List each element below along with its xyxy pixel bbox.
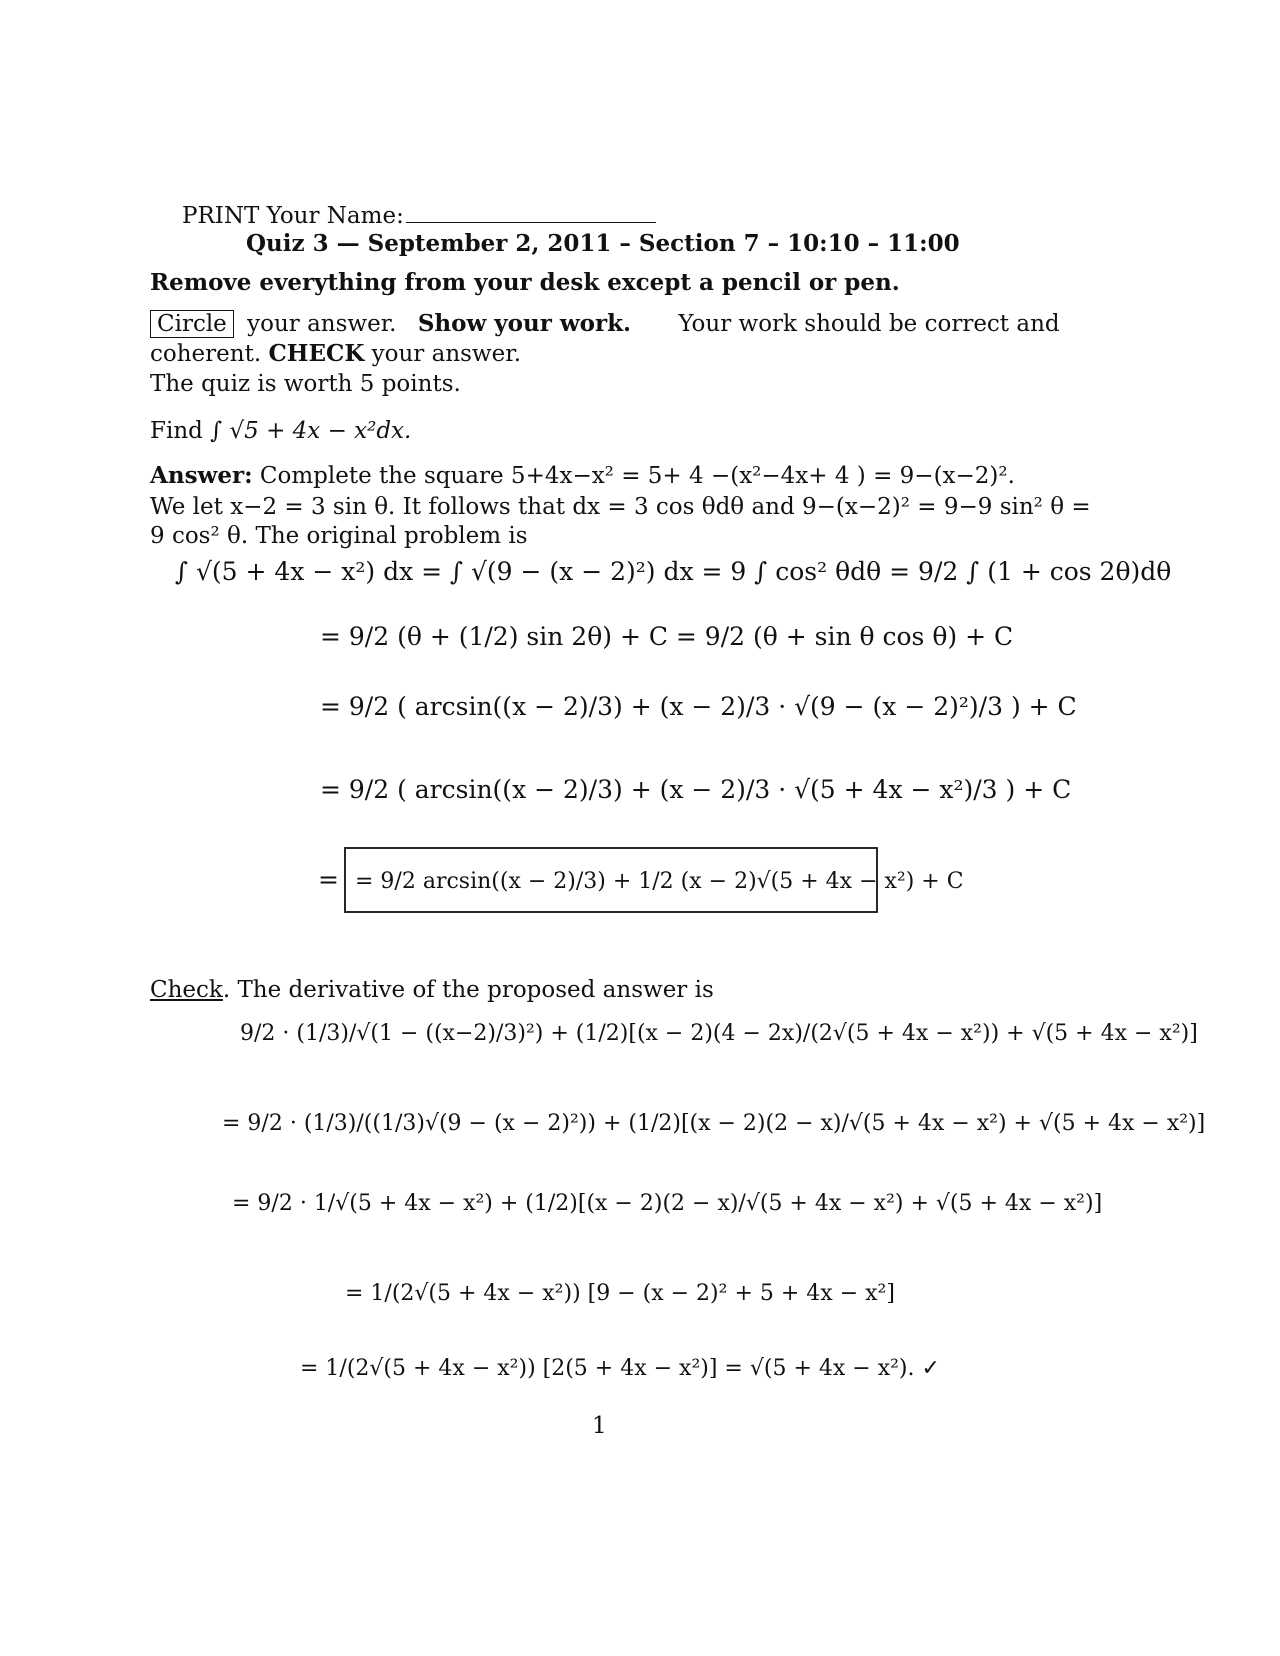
- answer-line-1: Answer: Complete the square 5+4x−x² = 5+ 4 −(x²−4x+ 4 ) = 9−(x−2)².: [150, 462, 1015, 489]
- answer-equation-4: = 9/2 ( arcsin((x − 2)/3) + (x − 2)/3 · √(5 + 4x − x²)/3 ) + C: [320, 775, 1072, 804]
- check-heading: Check. The derivative of the proposed answer is: [150, 977, 714, 1003]
- check-equation-2: = 9/2 · (1/3)/((1/3)√(9 − (x − 2)²)) + (1/2)[(x − 2)(2 − x)/√(5 + 4x − x²) + √(5 + 4x − x²)]: [222, 1111, 1206, 1136]
- check-label: Check: [150, 977, 223, 1003]
- final-answer: = 9/2 arcsin((x − 2)/3) + 1/2 (x − 2)√(5 + 4x − x²) + C: [355, 869, 964, 894]
- quiz-title: Quiz 3 — September 2, 2011 – Section 7 – 10:10 – 11:00: [246, 230, 960, 257]
- instruction-line-2: coherent. CHECK your answer.: [150, 340, 522, 367]
- answer-line-3: 9 cos² θ. The original problem is: [150, 523, 528, 549]
- check-equation-1: 9/2 · (1/3)/√(1 − ((x−2)/3)²) + (1/2)[(x − 2)(4 − 2x)/(2√(5 + 4x − x²)) + √(5 + 4x − x²)]: [240, 1021, 1198, 1046]
- page-number: 1: [592, 1413, 607, 1439]
- print-name-label: PRINT Your Name:: [182, 203, 404, 229]
- problem-statement: Find ∫ √5 + 4x − x²dx.: [150, 418, 412, 444]
- remove-instruction: Remove everything from your desk except a pencil or pen.: [150, 269, 900, 296]
- circle-word-box: Circle: [150, 310, 234, 338]
- final-answer-eq-sign: =: [318, 865, 339, 894]
- check-equation-4: = 1/(2√(5 + 4x − x²)) [9 − (x − 2)² + 5 + 4x − x²]: [345, 1281, 895, 1306]
- check-equation-3: = 9/2 · 1/√(5 + 4x − x²) + (1/2)[(x − 2)(2 − x)/√(5 + 4x − x²) + √(5 + 4x − x²)]: [232, 1191, 1103, 1216]
- answer-line-2: We let x−2 = 3 sin θ. It follows that dx = 3 cos θdθ and 9−(x−2)² = 9−9 sin² θ =: [150, 494, 1091, 520]
- answer-equation-3: = 9/2 ( arcsin((x − 2)/3) + (x − 2)/3 · √(9 − (x − 2)²)/3 ) + C: [320, 692, 1077, 721]
- instruction-line-1: Circle your answer. Show your work. Your work should be correct and: [150, 310, 1060, 338]
- answer-equation-1: ∫ √(5 + 4x − x²) dx = ∫ √(9 − (x − 2)²) dx = 9 ∫ cos² θdθ = 9/2 ∫ (1 + cos 2θ)dθ: [175, 557, 1172, 586]
- answer-equation-2: = 9/2 (θ + (1/2) sin 2θ) + C = 9/2 (θ + sin θ cos θ) + C: [320, 622, 1014, 651]
- check-equation-5: = 1/(2√(5 + 4x − x²)) [2(5 + 4x − x²)] = √(5 + 4x − x²). ✓: [300, 1356, 940, 1381]
- points-note: The quiz is worth 5 points.: [150, 371, 461, 397]
